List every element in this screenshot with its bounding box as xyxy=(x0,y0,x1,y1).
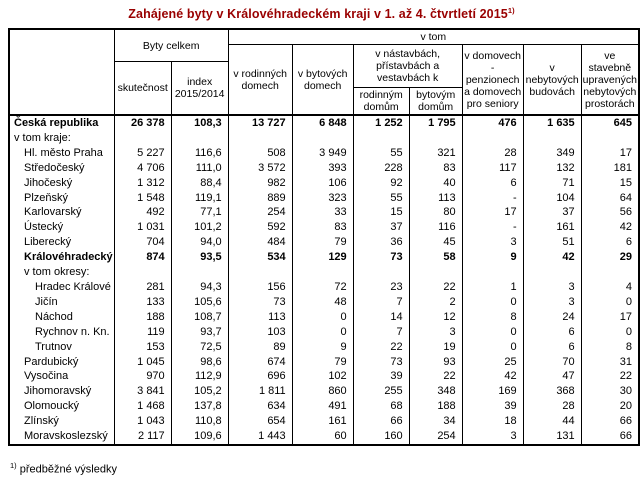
value-cell: 66 xyxy=(353,414,409,429)
value-cell: 112,9 xyxy=(171,369,228,384)
value-cell: 6 xyxy=(523,325,581,340)
value-cell: 37 xyxy=(353,220,409,235)
value-cell: 73 xyxy=(353,355,409,370)
value-cell: 3 572 xyxy=(228,161,292,176)
value-cell: 48 xyxy=(292,295,353,310)
value-cell: 6 xyxy=(523,340,581,355)
value-cell: 0 xyxy=(462,340,523,355)
value-cell: 281 xyxy=(114,280,171,295)
value-cell: 37 xyxy=(523,205,581,220)
row-label: Královéhradecký xyxy=(9,250,114,265)
row-label: Česká republika xyxy=(9,115,114,131)
value-cell: 321 xyxy=(409,146,462,161)
value-cell: 491 xyxy=(292,399,353,414)
value-cell: 970 xyxy=(114,369,171,384)
value-cell: 255 xyxy=(353,384,409,399)
value-cell: 64 xyxy=(581,191,639,206)
value-cell: - xyxy=(462,191,523,206)
value-cell: 0 xyxy=(292,325,353,340)
value-cell: 72,5 xyxy=(171,340,228,355)
value-cell: 42 xyxy=(581,220,639,235)
value-cell: 72 xyxy=(292,280,353,295)
value-cell: 92 xyxy=(353,176,409,191)
value-cell xyxy=(292,131,353,146)
header-index: index 2015/2014 xyxy=(171,62,228,116)
value-cell xyxy=(171,131,228,146)
value-cell: 6 848 xyxy=(292,115,353,131)
value-cell: 188 xyxy=(114,310,171,325)
value-cell: 19 xyxy=(409,340,462,355)
header-nastavby-rodinnym: rodinným domům xyxy=(353,88,409,116)
value-cell: 20 xyxy=(581,399,639,414)
value-cell: 55 xyxy=(353,191,409,206)
value-cell: 104 xyxy=(523,191,581,206)
value-cell: 101,2 xyxy=(171,220,228,235)
table-row xyxy=(9,235,639,250)
value-cell: 3 xyxy=(523,295,581,310)
value-cell: 1 312 xyxy=(114,176,171,191)
value-cell: 110,8 xyxy=(171,414,228,429)
value-cell: 1 811 xyxy=(228,384,292,399)
value-cell: 51 xyxy=(523,235,581,250)
value-cell: 696 xyxy=(228,369,292,384)
table-row xyxy=(9,205,639,220)
value-cell: 169 xyxy=(462,384,523,399)
value-cell: 89 xyxy=(228,340,292,355)
value-cell: 71 xyxy=(523,176,581,191)
value-cell: 31 xyxy=(581,355,639,370)
value-cell: 117 xyxy=(462,161,523,176)
row-label: v tom okresy: xyxy=(9,265,114,280)
header-v-tom: v tom xyxy=(228,29,639,45)
value-cell: 66 xyxy=(581,429,639,445)
footnote-marker: 1) xyxy=(10,461,17,470)
value-cell: 348 xyxy=(409,384,462,399)
value-cell xyxy=(228,265,292,280)
value-cell: 8 xyxy=(581,340,639,355)
value-cell: 22 xyxy=(353,340,409,355)
value-cell: 0 xyxy=(581,325,639,340)
value-cell: 7 xyxy=(353,325,409,340)
value-cell: 103 xyxy=(228,325,292,340)
header-domovy: v domovech - penzionech a domovech pro seniory xyxy=(462,45,523,116)
value-cell xyxy=(171,265,228,280)
value-cell: 39 xyxy=(353,369,409,384)
value-cell: 3 841 xyxy=(114,384,171,399)
value-cell: 73 xyxy=(353,250,409,265)
value-cell: 3 949 xyxy=(292,146,353,161)
value-cell: 22 xyxy=(409,280,462,295)
value-cell: 15 xyxy=(353,205,409,220)
value-cell: 188 xyxy=(409,399,462,414)
value-cell xyxy=(228,131,292,146)
value-cell: 5 227 xyxy=(114,146,171,161)
value-cell: 645 xyxy=(581,115,639,131)
table-row xyxy=(9,146,639,161)
value-cell: 160 xyxy=(353,429,409,445)
value-cell: 156 xyxy=(228,280,292,295)
value-cell: 55 xyxy=(353,146,409,161)
value-cell: 3 xyxy=(462,235,523,250)
header-bytove-domy: v bytových domech xyxy=(292,45,353,116)
value-cell: 9 xyxy=(292,340,353,355)
value-cell: 982 xyxy=(228,176,292,191)
value-cell: 1 468 xyxy=(114,399,171,414)
value-cell: 0 xyxy=(292,310,353,325)
row-label: Hl. město Praha xyxy=(9,146,114,161)
table-row xyxy=(9,250,639,265)
value-cell: 119 xyxy=(114,325,171,340)
value-cell: 1 043 xyxy=(114,414,171,429)
row-label: Karlovarský xyxy=(9,205,114,220)
value-cell: 1 548 xyxy=(114,191,171,206)
row-label: Jihomoravský xyxy=(9,384,114,399)
row-label: Plzeňský xyxy=(9,191,114,206)
header-skutecnost: skutečnost xyxy=(114,62,171,116)
value-cell: 22 xyxy=(581,369,639,384)
value-cell: 181 xyxy=(581,161,639,176)
row-label: Olomoucký xyxy=(9,399,114,414)
value-cell: 22 xyxy=(409,369,462,384)
row-label: Trutnov xyxy=(9,340,114,355)
value-cell: 17 xyxy=(581,146,639,161)
value-cell: 534 xyxy=(228,250,292,265)
value-cell: 132 xyxy=(523,161,581,176)
value-cell: 119,1 xyxy=(171,191,228,206)
value-cell: 77,1 xyxy=(171,205,228,220)
value-cell: 161 xyxy=(523,220,581,235)
value-cell: 98,6 xyxy=(171,355,228,370)
value-cell xyxy=(409,265,462,280)
table-row xyxy=(9,310,639,325)
statistics-table xyxy=(8,28,640,446)
value-cell: 6 xyxy=(581,235,639,250)
row-label: Jičín xyxy=(9,295,114,310)
table-row xyxy=(9,220,639,235)
value-cell: - xyxy=(462,220,523,235)
table-row xyxy=(9,176,639,191)
table-row xyxy=(9,115,639,131)
value-cell: 93 xyxy=(409,355,462,370)
row-label: Vysočina xyxy=(9,369,114,384)
table-row xyxy=(9,340,639,355)
value-cell: 17 xyxy=(581,310,639,325)
table-row xyxy=(9,429,639,445)
value-cell: 102 xyxy=(292,369,353,384)
value-cell: 3 xyxy=(523,280,581,295)
value-cell xyxy=(353,265,409,280)
value-cell: 29 xyxy=(581,250,639,265)
value-cell: 108,3 xyxy=(171,115,228,131)
value-cell: 0 xyxy=(462,295,523,310)
value-cell: 8 xyxy=(462,310,523,325)
value-cell: 228 xyxy=(353,161,409,176)
value-cell: 56 xyxy=(581,205,639,220)
value-cell: 3 xyxy=(409,325,462,340)
value-cell: 1 045 xyxy=(114,355,171,370)
value-cell: 17 xyxy=(462,205,523,220)
table-row xyxy=(9,161,639,176)
value-cell: 12 xyxy=(409,310,462,325)
row-label: Liberecký xyxy=(9,235,114,250)
value-cell: 25 xyxy=(462,355,523,370)
value-cell: 6 xyxy=(462,176,523,191)
value-cell xyxy=(462,265,523,280)
value-cell: 83 xyxy=(292,220,353,235)
value-cell: 79 xyxy=(292,235,353,250)
value-cell: 108,7 xyxy=(171,310,228,325)
table-row xyxy=(9,295,639,310)
value-cell xyxy=(581,265,639,280)
value-cell: 14 xyxy=(353,310,409,325)
row-label: Náchod xyxy=(9,310,114,325)
value-cell: 83 xyxy=(409,161,462,176)
value-cell: 654 xyxy=(228,414,292,429)
header-nebytove-budovy: v nebytových budovách xyxy=(523,45,581,116)
title-footnote-marker: 1) xyxy=(507,6,515,15)
value-cell xyxy=(353,131,409,146)
row-label: Hradec Králové xyxy=(9,280,114,295)
header-rodinne-domy: v rodinných domech xyxy=(228,45,292,116)
value-cell: 4 xyxy=(581,280,639,295)
value-cell xyxy=(409,131,462,146)
value-cell: 94,0 xyxy=(171,235,228,250)
value-cell: 116 xyxy=(409,220,462,235)
value-cell: 93,7 xyxy=(171,325,228,340)
value-cell: 592 xyxy=(228,220,292,235)
page-title xyxy=(0,6,643,21)
value-cell: 39 xyxy=(462,399,523,414)
value-cell: 393 xyxy=(292,161,353,176)
value-cell: 0 xyxy=(581,295,639,310)
value-cell: 33 xyxy=(292,205,353,220)
value-cell: 36 xyxy=(353,235,409,250)
value-cell: 28 xyxy=(462,146,523,161)
value-cell: 131 xyxy=(523,429,581,445)
value-cell: 113 xyxy=(409,191,462,206)
table-row xyxy=(9,280,639,295)
page-title-text: Zahájené byty v Královéhradeckém kraji v 1. až 4. čtvrtletí 2015 xyxy=(128,7,508,22)
value-cell: 66 xyxy=(581,414,639,429)
value-cell: 492 xyxy=(114,205,171,220)
row-label: Rychnov n. Kn. xyxy=(9,325,114,340)
value-cell: 349 xyxy=(523,146,581,161)
value-cell: 1 252 xyxy=(353,115,409,131)
value-cell: 58 xyxy=(409,250,462,265)
value-cell: 70 xyxy=(523,355,581,370)
value-cell: 368 xyxy=(523,384,581,399)
value-cell: 93,5 xyxy=(171,250,228,265)
row-label: Pardubický xyxy=(9,355,114,370)
value-cell: 111,0 xyxy=(171,161,228,176)
value-cell: 105,2 xyxy=(171,384,228,399)
value-cell: 137,8 xyxy=(171,399,228,414)
value-cell: 109,6 xyxy=(171,429,228,445)
value-cell: 153 xyxy=(114,340,171,355)
table-row xyxy=(9,325,639,340)
value-cell: 860 xyxy=(292,384,353,399)
value-cell: 1 xyxy=(462,280,523,295)
value-cell: 116,6 xyxy=(171,146,228,161)
value-cell xyxy=(581,131,639,146)
value-cell xyxy=(114,265,171,280)
value-cell: 7 xyxy=(353,295,409,310)
value-cell: 47 xyxy=(523,369,581,384)
value-cell: 674 xyxy=(228,355,292,370)
header-nastavby-bytovym: bytovým domům xyxy=(409,88,462,116)
value-cell: 1 443 xyxy=(228,429,292,445)
value-cell: 26 378 xyxy=(114,115,171,131)
value-cell: 42 xyxy=(462,369,523,384)
value-cell: 508 xyxy=(228,146,292,161)
value-cell: 106 xyxy=(292,176,353,191)
value-cell: 28 xyxy=(523,399,581,414)
value-cell: 254 xyxy=(409,429,462,445)
table-row xyxy=(9,399,639,414)
value-cell: 105,6 xyxy=(171,295,228,310)
table-row xyxy=(9,265,639,280)
value-cell: 88,4 xyxy=(171,176,228,191)
footnote-text: předběžné výsledky xyxy=(19,463,117,476)
table-row xyxy=(9,384,639,399)
header-nastavby: v nástavbách, přístavbách a vestavbách k xyxy=(353,45,462,88)
value-cell: 1 795 xyxy=(409,115,462,131)
row-label: Ústecký xyxy=(9,220,114,235)
table-row xyxy=(9,414,639,429)
value-cell: 2 xyxy=(409,295,462,310)
value-cell: 2 117 xyxy=(114,429,171,445)
value-cell xyxy=(114,131,171,146)
table-row xyxy=(9,191,639,206)
value-cell: 704 xyxy=(114,235,171,250)
table-body xyxy=(9,115,639,445)
value-cell: 24 xyxy=(523,310,581,325)
value-cell: 18 xyxy=(462,414,523,429)
header-stavebne-upravene: ve stavebně upravených nebytových prostorách xyxy=(581,45,639,116)
value-cell: 484 xyxy=(228,235,292,250)
value-cell: 23 xyxy=(353,280,409,295)
value-cell: 30 xyxy=(581,384,639,399)
value-cell: 3 xyxy=(462,429,523,445)
value-cell: 133 xyxy=(114,295,171,310)
header-byty-celkem: Byty celkem xyxy=(114,29,228,62)
value-cell: 34 xyxy=(409,414,462,429)
value-cell: 161 xyxy=(292,414,353,429)
corner-cell xyxy=(9,29,114,115)
table-row xyxy=(9,369,639,384)
footnote xyxy=(10,461,117,476)
value-cell: 476 xyxy=(462,115,523,131)
row-label: Jihočeský xyxy=(9,176,114,191)
value-cell: 889 xyxy=(228,191,292,206)
value-cell: 42 xyxy=(523,250,581,265)
value-cell: 73 xyxy=(228,295,292,310)
value-cell: 15 xyxy=(581,176,639,191)
value-cell: 1 635 xyxy=(523,115,581,131)
value-cell: 68 xyxy=(353,399,409,414)
row-label: v tom kraje: xyxy=(9,131,114,146)
value-cell: 44 xyxy=(523,414,581,429)
table-header xyxy=(9,29,639,115)
row-label: Středočeský xyxy=(9,161,114,176)
row-label: Moravskoslezský xyxy=(9,429,114,445)
value-cell: 1 031 xyxy=(114,220,171,235)
value-cell xyxy=(523,265,581,280)
value-cell: 9 xyxy=(462,250,523,265)
value-cell: 113 xyxy=(228,310,292,325)
value-cell: 40 xyxy=(409,176,462,191)
value-cell: 80 xyxy=(409,205,462,220)
value-cell: 254 xyxy=(228,205,292,220)
row-label: Zlínský xyxy=(9,414,114,429)
value-cell: 323 xyxy=(292,191,353,206)
value-cell xyxy=(523,131,581,146)
value-cell: 45 xyxy=(409,235,462,250)
value-cell: 4 706 xyxy=(114,161,171,176)
table-row xyxy=(9,355,639,370)
value-cell: 0 xyxy=(462,325,523,340)
value-cell: 79 xyxy=(292,355,353,370)
value-cell xyxy=(292,265,353,280)
value-cell: 60 xyxy=(292,429,353,445)
value-cell: 129 xyxy=(292,250,353,265)
value-cell: 13 727 xyxy=(228,115,292,131)
value-cell: 874 xyxy=(114,250,171,265)
value-cell: 634 xyxy=(228,399,292,414)
value-cell xyxy=(462,131,523,146)
value-cell: 94,3 xyxy=(171,280,228,295)
table-row xyxy=(9,131,639,146)
